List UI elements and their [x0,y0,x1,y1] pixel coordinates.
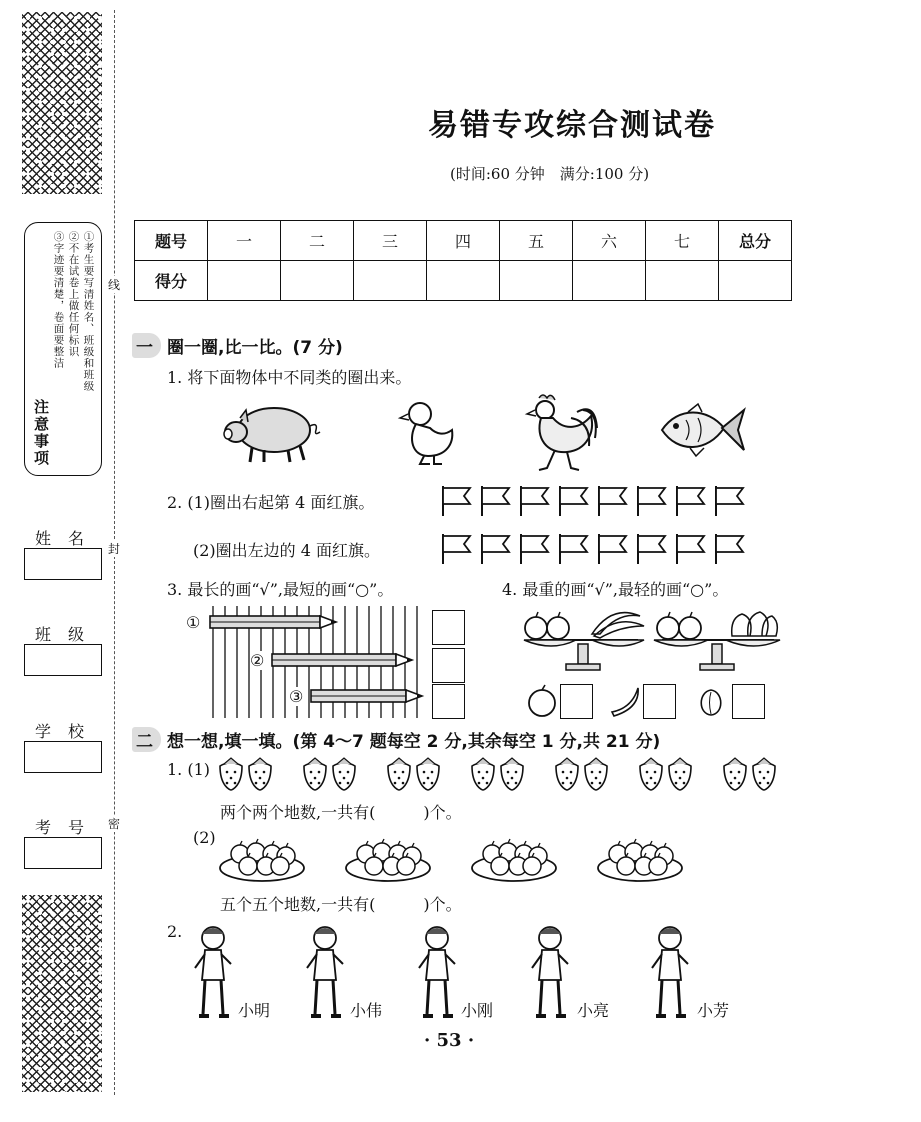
score-table [134,220,792,301]
score-header-cell: 六 [573,221,646,261]
peach-answer-box[interactable] [732,684,765,719]
score-header-cell: 题号 [135,221,208,261]
strawberry-icon [333,758,355,790]
pencil-3 [311,690,422,702]
flag-icon [638,486,665,516]
section-2-badge: 二 [132,727,161,752]
pencil-answer-box-1[interactable] [432,610,465,645]
section-1-heading [132,333,343,358]
balance-scale-2 [652,604,784,674]
fish-icon [658,400,748,460]
duck-icon [398,398,458,468]
pencil-2 [272,654,412,666]
score-header-cell: 一 [208,221,281,261]
flag-icon [482,534,509,564]
flag-icon [443,486,470,516]
decorative-pattern-top [22,12,102,194]
school-label: 学 校 [34,722,91,741]
flag-icon [560,486,587,516]
pencil-answer-box-2[interactable] [432,648,465,683]
apple-plate-icon [220,839,304,881]
strawberry-icon [304,758,326,790]
pencil-label-2: ② [250,651,265,670]
kid-name-xiaoliang: 小亮 [577,1001,610,1020]
score-header-cell: 五 [500,221,573,261]
score-header-cell: 总分 [719,221,792,261]
apple-plate-icon [346,839,430,881]
section-2-title: 想一想,填一填。(第 4～7 题每空 2 分,其余每空 1 分,共 21 分) [167,732,661,752]
flag-icon [599,486,626,516]
flag-icon [482,486,509,516]
score-header-cell: 三 [354,221,427,261]
strawberry-icon [556,758,578,790]
notice-item-1: ①考生要写清姓名、班级和班级 [82,231,95,392]
question-1-1: 1. 将下面物体中不同类的圈出来。 [167,368,412,387]
flag-icon [677,534,704,564]
score-cell[interactable] [646,261,719,301]
flag-icon [443,534,470,564]
page-subtitle: (时间:60 分钟 满分:100 分) [450,165,650,183]
section-1-badge: 一 [132,333,161,358]
pencil-answer-box-3[interactable] [432,684,465,719]
pig-icon [222,400,322,465]
flag-icon [560,534,587,564]
pencil-1 [210,616,336,628]
rooster-icon [521,392,603,474]
section-1-title: 圈一圈,比一比。(7 分) [167,338,343,358]
question-1-2a: 2. (1)圈出右起第 4 面红旗。 [167,493,375,512]
flag-icon [521,486,548,516]
strawberry-icon [249,758,271,790]
notice-heading: 注意事项 [32,399,50,467]
score-cell[interactable] [208,261,281,301]
question-1-4: 4. 最重的画“√”,最轻的画“○”。 [502,580,729,599]
score-header-cell: 七 [646,221,719,261]
class-field[interactable] [24,644,102,676]
flag-icon [677,486,704,516]
child-figure [195,927,231,1016]
section-2-heading [132,727,660,752]
flag-icon [716,486,743,516]
peach-icon [694,684,728,718]
score-cell[interactable] [281,261,354,301]
question-2-1b-text: 五个五个地数,一共有( )个。 [220,895,462,914]
apple-plate-icon [472,839,556,881]
score-table-score-row [135,261,792,301]
question-2-1-text: 两个两个地数,一共有( )个。 [220,803,462,822]
pencil-label-1: ① [186,613,201,632]
strawberry-icon [724,758,746,790]
cut-label-secret: 密 [108,817,121,831]
pencil-label-3: ③ [289,687,304,706]
question-1-2b: (2)圈出左边的 4 面红旗。 [193,541,381,560]
flag-row-1 [440,484,750,518]
kid-name-xiaogang: 小刚 [461,1001,494,1020]
flag-icon [599,534,626,564]
score-cell[interactable] [427,261,500,301]
strawberry-icon [585,758,607,790]
apple-icon [526,684,558,718]
flag-icon [638,534,665,564]
school-field[interactable] [24,741,102,773]
child-figure [652,927,688,1016]
strawberry-icon [472,758,494,790]
class-label: 班 级 [34,625,91,644]
flag-icon [716,534,743,564]
exam-number-field[interactable] [24,837,102,869]
question-2-2-number: 2. [167,922,183,941]
notice-item-2: ②不在试卷上做任何标识 [67,231,80,358]
strawberry-icon [417,758,439,790]
strawberry-icon [669,758,691,790]
score-cell[interactable] [500,261,573,301]
flag-row-2 [440,532,750,566]
score-cell[interactable] [719,261,792,301]
apple-plate-row [220,826,710,884]
score-header-cell: 四 [427,221,500,261]
banana-answer-box[interactable] [643,684,676,719]
strawberry-icon [753,758,775,790]
kid-name-xiaoming: 小明 [238,1001,271,1020]
cut-label-seal: 封 [108,542,121,556]
notice-item-3: ③字迹要清楚，卷面要整洁 [52,231,65,369]
decorative-pattern-bottom [22,895,102,1092]
page-number: · 53 · [424,1030,475,1051]
kid-name-xiaofang: 小芳 [697,1001,730,1020]
strawberry-icon [220,758,242,790]
child-figure [419,927,455,1016]
flag-icon [521,534,548,564]
name-field[interactable] [24,548,102,580]
score-cell[interactable] [573,261,646,301]
page-title: 易错专攻综合测试卷 [428,108,716,143]
apple-plate-icon [598,839,682,881]
strawberry-icon [640,758,662,790]
strawberry-icon [388,758,410,790]
balance-scale-1 [520,604,648,674]
score-row-label: 得分 [135,261,208,301]
strawberry-icon [501,758,523,790]
kid-name-xiaowei: 小伟 [350,1001,383,1020]
apple-answer-box[interactable] [560,684,593,719]
child-figure [532,927,568,1016]
cut-label-line: 线 [108,278,121,292]
strawberry-row [218,756,788,794]
score-table-header-row [135,221,792,261]
score-cell[interactable] [354,261,427,301]
name-label: 姓 名 [34,529,91,548]
pencil-lines-figure [208,606,430,718]
question-1-3: 3. 最长的画“√”,最短的画“○”。 [167,580,394,599]
question-2-1b-number: (2) [193,828,216,847]
notice-box [24,222,102,476]
score-header-cell: 二 [281,221,354,261]
question-2-1-number: 1. (1) [167,760,211,779]
child-figure [307,927,343,1016]
banana-icon [608,684,642,718]
exam-number-label: 考 号 [34,818,91,837]
